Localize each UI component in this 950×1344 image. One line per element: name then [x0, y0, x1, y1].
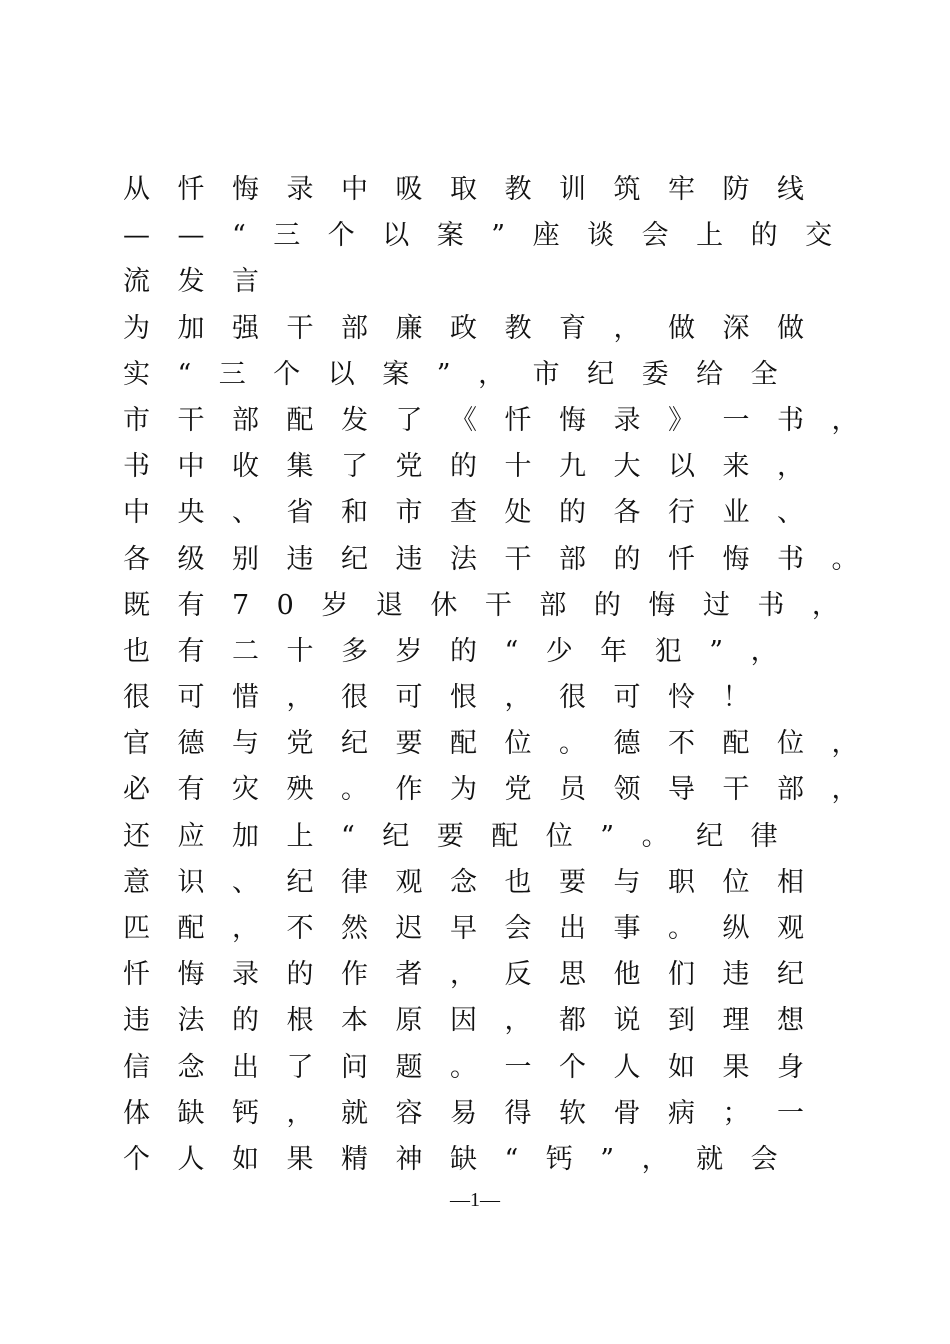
paragraph-line: 很可惜，很可恨，很可怜！ — [123, 682, 777, 714]
paragraph-line: 既有70岁退休干部的悔过书， — [123, 589, 867, 621]
paragraph-line: 实“三个以案”，市纪委给全 — [123, 358, 806, 390]
paragraph-line: 官德与党纪要配位。德不配位， — [123, 728, 886, 760]
paragraph-line: 也有二十多岁的“少年犯”， — [123, 635, 806, 667]
paragraph-line: 信念出了问题。一个人如果身 — [123, 1051, 832, 1083]
paragraph-line: 匹配，不然迟早会出事。纵观 — [123, 913, 832, 944]
paragraph-line: 体缺钙，就容易得软骨病；一 — [123, 1097, 832, 1129]
paragraph-line: 个人如果精神缺“钙”，就会 — [123, 1143, 806, 1175]
paragraph-line: 中央、省和市查处的各行业、 — [123, 497, 832, 529]
paragraph-line: 还应加上“纪要配位”。纪律 — [123, 820, 806, 852]
page-number: —1— — [450, 1189, 500, 1211]
subtitle-line: ——“三个以案”座谈会上的交 — [123, 220, 860, 252]
paragraph-line: 为加强干部廉政教育，做深做 — [123, 312, 832, 344]
title-line: 从忏悔录中吸取教训筑牢防线 — [123, 174, 832, 205]
paragraph-line: 忏悔录的作者，反思他们违纪 — [123, 959, 832, 991]
paragraph-line: 必有灾殃。作为党员领导干部， — [123, 774, 886, 806]
paragraph-line: 违法的根本原因，都说到理想 — [123, 1005, 832, 1037]
paragraph-line: 市干部配发了《忏悔录》一书， — [123, 404, 886, 436]
paragraph-line: 书中收集了党的十九大以来， — [123, 451, 832, 483]
paragraph-line: 意识、纪律观念也要与职位相 — [123, 866, 832, 898]
body-text — [123, 167, 886, 1183]
paragraph-line: 各级别违纪违法干部的忏悔书。 — [123, 543, 886, 575]
subtitle-line: 流发言 — [123, 266, 287, 298]
